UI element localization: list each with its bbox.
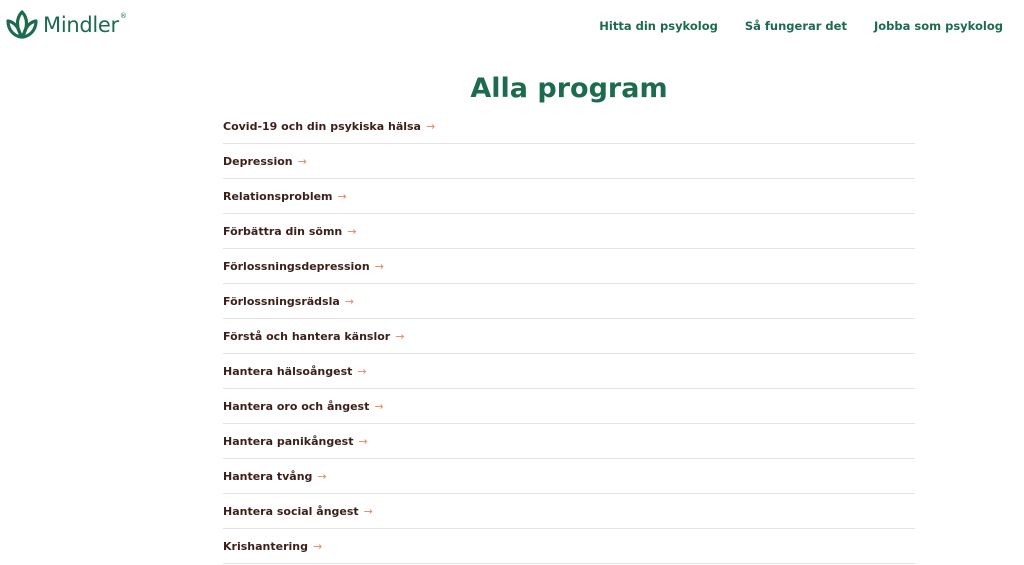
arrow-right-icon: → <box>425 119 436 133</box>
nav-sa-fungerar-det[interactable]: Så fungerar det <box>744 19 847 33</box>
registered-mark: ® <box>119 12 127 20</box>
list-item <box>223 109 915 144</box>
program-label: Förbättra din sömn <box>223 224 343 238</box>
program-link[interactable] <box>223 190 347 203</box>
program-link[interactable] <box>223 470 327 483</box>
program-label: Hantera oro och ångest <box>223 399 370 413</box>
arrow-right-icon: → <box>312 539 323 553</box>
main-content <box>0 72 1024 553</box>
program-link[interactable] <box>223 260 384 273</box>
brand-name: Mindler <box>43 13 119 37</box>
list-item <box>223 459 915 494</box>
list-item <box>223 284 915 319</box>
program-link[interactable] <box>223 295 354 308</box>
arrow-right-icon: → <box>358 434 368 448</box>
program-list <box>223 109 915 564</box>
list-item <box>223 144 915 179</box>
program-label: Hantera hälsoångest <box>223 364 353 378</box>
program-label: Hantera tvång <box>223 469 313 483</box>
mindler-logo[interactable] <box>5 8 127 42</box>
arrow-right-icon: → <box>395 329 405 343</box>
list-item <box>223 319 915 354</box>
list-item <box>223 249 915 284</box>
arrow-right-icon: → <box>337 189 347 203</box>
program-link[interactable] <box>223 435 368 448</box>
arrow-right-icon: → <box>344 294 355 308</box>
list-item <box>223 424 915 459</box>
page-title: Alla program <box>470 73 668 104</box>
program-label: Relationsproblem <box>223 189 333 203</box>
program-label: Covid-19 och din psykiska hälsa <box>223 119 421 133</box>
arrow-right-icon: → <box>297 154 307 168</box>
site-header <box>0 0 1024 52</box>
list-item <box>223 354 915 389</box>
program-link[interactable] <box>223 155 307 168</box>
arrow-right-icon: → <box>317 469 327 483</box>
program-label: Hantera social ångest <box>223 504 359 518</box>
program-label: Förlossningsdepression <box>223 259 370 273</box>
program-label: Förstå och hantera känslor <box>223 329 391 343</box>
program-label: Depression <box>223 154 293 168</box>
lotus-leaf-icon <box>5 8 39 42</box>
program-label: Förlossningsrädsla <box>223 294 340 308</box>
list-item <box>223 179 915 214</box>
program-link[interactable] <box>223 225 356 238</box>
nav-hitta-din-psykolog[interactable]: Hitta din psykolog <box>599 19 718 33</box>
program-link[interactable] <box>223 330 404 343</box>
list-item <box>223 529 915 564</box>
program-label: Krishantering <box>223 539 308 553</box>
main-nav <box>599 19 1003 33</box>
arrow-right-icon: → <box>347 224 357 238</box>
program-label: Hantera panikångest <box>223 434 354 448</box>
arrow-right-icon: → <box>374 259 384 273</box>
program-link[interactable] <box>223 505 373 518</box>
list-item <box>223 494 915 529</box>
program-link[interactable] <box>223 400 384 413</box>
arrow-right-icon: → <box>363 504 373 518</box>
nav-jobba-som-psykolog[interactable]: Jobba som psykolog <box>873 19 1003 33</box>
program-link[interactable] <box>223 120 435 133</box>
program-link[interactable] <box>223 365 367 378</box>
program-link[interactable] <box>223 540 322 553</box>
list-item <box>223 389 915 424</box>
arrow-right-icon: → <box>357 364 367 378</box>
list-item <box>223 214 915 249</box>
arrow-right-icon: → <box>374 399 384 413</box>
